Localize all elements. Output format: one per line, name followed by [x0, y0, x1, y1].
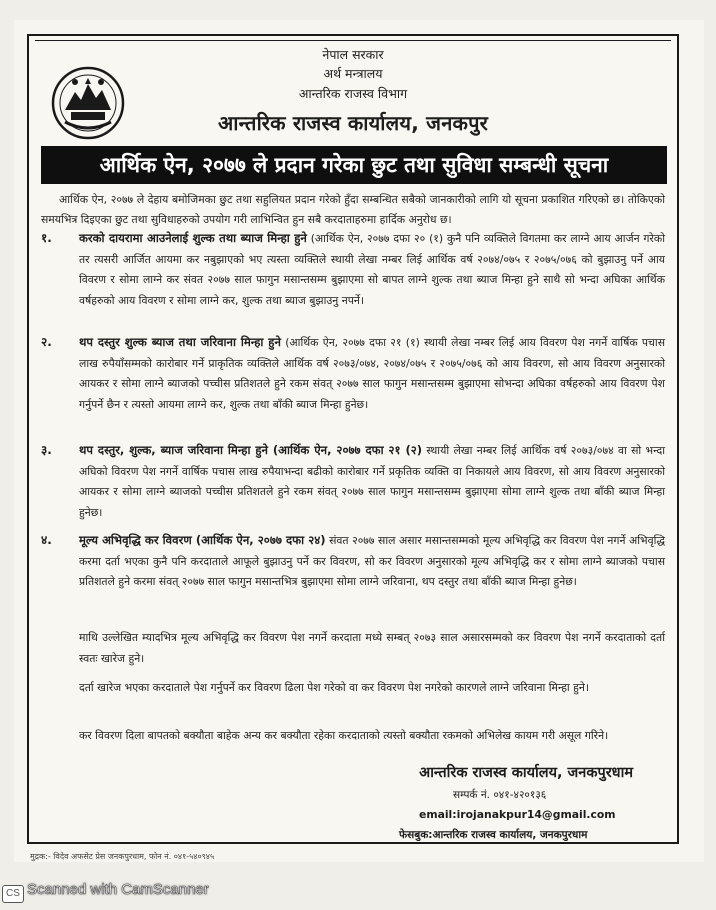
notice-frame	[27, 34, 679, 844]
section-number: ४.	[41, 533, 52, 547]
intro-paragraph: आर्थिक ऐन, २०७७ ले देहाय बमोजिमका छुट तथा सहुलियत प्रदान गरेको हुँदा सम्बन्धित सबैको जानकारीको लागि यो सूचना प्रकाशित गरिएको छ। तोकिएको समयभित्र दिइएका छुट तथा सुविधाहरुको उपयोग गरी लाभिन्वित हुन सबै करदाताहरुमा हार्दिक अनुरोध छ।	[41, 193, 665, 226]
top-rule	[35, 40, 671, 41]
ministry-name: अर्थ मन्त्रालय	[323, 66, 383, 81]
contact-facebook: फेसबुक:आन्तरिक राजस्व कार्यालय, जनकपुरधाम	[399, 829, 588, 841]
section-text: स्थायी लेखा नम्बर लिई आर्थिक वर्ष २०७३/०७४ वा सो भन्दा अघिको विवरण पेश नगर्ने वार्षिक पचास लाख रुपैयाभन्दा बढीको कारोबार गर्ने प्रकृतिक व्यक्ति वा निकायले आय विवरण, सो आय विवरण अनुसारको आयकर र सोमा लाग्ने ब्याजको पच्चीस प्रतिशतले हुने रकम संवत् २०७७ साल फागुन मसान्तसम्म बुझाएमा सोमा लाग्ने शुल्क तथा बाँकी ब्याज मिन्हा हुनेछ।	[79, 444, 665, 519]
section-number: २.	[41, 335, 52, 349]
camscanner-icon: CS	[2, 885, 24, 903]
section-3	[41, 440, 665, 523]
section-2	[41, 332, 665, 415]
section-heading: करको दायरामा आउनेलाई शुल्क तथा ब्याज मिन्हा हुने	[79, 231, 307, 245]
section-1	[41, 228, 665, 311]
paragraph-arrears-record: कर विवरण दिला बापतको बक्यौता बाहेक अन्य कर बक्यौता रहेका करदाताको त्यस्तो बक्यौता रकमको अभिलेख कायम गरी असूल गरिने।	[79, 729, 609, 742]
section-heading: थप दस्तुर शुल्क ब्याज तथा जरिवाना मिन्हा हुने	[79, 335, 281, 349]
camscanner-label: Scanned with CamScanner	[27, 881, 209, 898]
government-name: नेपाल सरकार	[322, 47, 384, 62]
section-heading: थप दस्तुर, शुल्क, ब्याज जरिवाना मिन्हा हुने (आर्थिक ऐन, २०७७ दफा २१ (२)	[79, 443, 423, 457]
paragraph-registration-cancel: माथि उल्लेखित म्यादभित्र मूल्य अभिवृद्धि कर विवरण पेश नगर्ने करदाता मध्ये सम्बत् २०७३ साल असारसम्मको कर विवरण पेश नगर्ने करदाताको दर्ता स्वतः खारेज हुने।	[79, 631, 665, 665]
section-number: १.	[41, 231, 52, 245]
printer-credit: मुद्रक:- विदेव अफसेट प्रेस जनकपुरधाम, फोन नं. ०४१-५४०९४५	[30, 852, 215, 861]
notice-title-banner: आर्थिक ऐन, २०७७ ले प्रदान गरेका छुट तथा सुविधा सम्बन्धी सूचना	[41, 146, 667, 184]
contact-email: email:irojanakpur14@gmail.com	[419, 808, 616, 821]
section-text: संवत २०७७ साल असार मसान्तसम्मको मूल्य अभिवृद्धि कर विवरण पेश नगर्ने अभिवृद्धि करमा दर्ता भएका कुनै पनि करदाताले आफूले बुझाउनु पर्ने कर विवरण, सो कर विवरण अनुसारको मूल्य अभिवृद्धि कर र सोमा लाग्ने ब्याजको पचास प्रतिशतले हुने करमा संवत् २०७७ साल फागुन मसान्तभित्र बुझाएमा सोमा लाग्ने जरिवाना, थप दस्तुर तथा बाँकी ब्याज मिन्हा हुनेछ।	[79, 534, 666, 588]
signature-office: आन्तरिक राजस्व कार्यालय, जनकपुरधाम	[419, 765, 633, 781]
paragraph-penalty-waiver: दर्ता खारेज भएका करदाताले पेश गर्नुपर्ने कर विवरण ढिला पेश गरेको वा कर विवरण पेश नगरेको कारणले लाग्ने जरिवाना मिन्हा हुने।	[79, 681, 589, 694]
section-number: ३.	[41, 443, 52, 457]
department-name: आन्तरिक राजस्व विभाग	[298, 86, 408, 101]
section-text: (आर्थिक ऐन, २०७७ दफा २० (१) कुनै पनि व्यक्तिले विगतमा कर लाग्ने आय आर्जन गरेको तर त्यसरी आर्जित आयमा कर नबुझाएको भए त्यस्ता व्यक्तिले स्थायी लेखा नम्बर लिई आर्थिक वर्ष २०७४/०७५ र २०७५/०७६ को बुझाउनु पर्ने आय विवरण र सोमा लाग्ने कर संवत २०७७ साल फागुन मसान्तसम्म बुझाएमा सो बापत लाग्ने शुल्क तथा ब्याज मिन्हा हुने साथै सो भन्दा अघिका आर्थिक वर्षहरुको आय विवरण र सोमा लाग्ने कर, शुल्क तथा ब्याज बुझाउनु नपर्ने।	[79, 232, 665, 307]
office-name: आन्तरिक राजस्व कार्यालय, जनकपुर	[217, 111, 489, 135]
section-text: (आर्थिक ऐन, २०७७ दफा २१ (१) स्थायी लेखा नम्बर लिई आय विवरण पेश नगर्ने वार्षिक पचास लाख रुपैयाँसम्मको कारोबार गर्ने प्राकृतिक व्यक्तिले आर्थिक वर्ष २०७३/०७४, २०७४/०७५ र २०७५/०७६ को आय विवरण, सो आय विवरण अनुसारको आयकर र सोमा लाग्ने ब्याजको पच्चीस प्रतिशतले हुने रकम संवत् २०७७ साल फागुन मसान्तसम्म बुझाएमा सोभन्दा अघिका वर्षहरुको आय विवरण पेश गर्नुपर्ने छैन र त्यस्तो आयमा लाग्ने कर, शुल्क तथा बाँकी ब्याज मिन्हा हुनेछ।	[79, 336, 665, 411]
contact-phone: सम्पर्क नं. ०४१-४२०१३६	[453, 789, 547, 801]
section-heading: मूल्य अभिवृद्धि कर विवरण (आर्थिक ऐन, २०७७ दफा २४)	[79, 533, 326, 547]
camscanner-watermark	[2, 881, 209, 903]
section-4	[41, 530, 665, 593]
